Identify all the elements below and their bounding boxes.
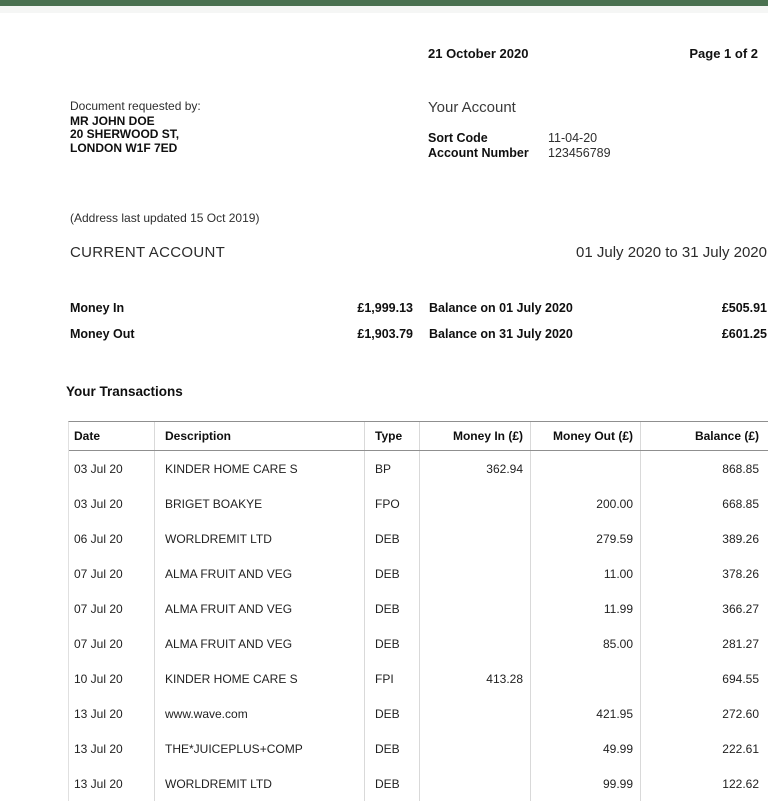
table-cell <box>419 556 530 591</box>
table-cell: 03 Jul 20 <box>74 496 123 511</box>
sort-code-label: Sort Code <box>428 131 488 145</box>
header-cell: Type <box>364 422 419 450</box>
table-cell: 85.00 <box>530 626 640 661</box>
money-out-label: Money Out <box>70 327 135 341</box>
recipient-name: MR JOHN DOE <box>70 113 155 128</box>
table-cell <box>419 626 530 661</box>
transactions-title: Your Transactions <box>66 384 183 399</box>
table-cell: DEB <box>364 521 419 556</box>
account-number-label: Account Number <box>428 145 529 160</box>
table-cell: 11.99 <box>530 591 640 626</box>
table-cell: KINDER HOME CARE S <box>154 661 364 696</box>
table-row <box>69 626 768 661</box>
table-cell: 13 Jul 20 <box>74 741 123 756</box>
requested-by-label: Document requested by: <box>70 99 201 113</box>
table-cell <box>419 696 530 731</box>
table-cell: FPI <box>364 661 419 696</box>
transactions-table <box>68 421 768 801</box>
table-cell: 200.00 <box>530 486 640 521</box>
table-row <box>69 731 768 766</box>
table-cell: 122.62 <box>640 766 768 801</box>
table-row <box>69 521 768 556</box>
table-cell: 366.27 <box>640 591 768 626</box>
table-cell: DEB <box>364 696 419 731</box>
sort-code-value: 11-04-20 <box>548 131 598 145</box>
table-row <box>69 591 768 626</box>
table-row <box>69 661 768 696</box>
table-cell: 694.55 <box>640 661 768 696</box>
table-cell: 10 Jul 20 <box>74 671 123 686</box>
table-row <box>69 766 768 801</box>
recipient-address-line1: 20 SHERWOOD ST, <box>70 127 180 141</box>
money-out-value: £1,903.79 <box>357 327 413 341</box>
table-cell: 07 Jul 20 <box>74 636 123 651</box>
table-cell <box>530 451 640 486</box>
table-cell: 421.95 <box>530 696 640 731</box>
table-cell: 413.28 <box>419 661 530 696</box>
table-cell: 868.85 <box>640 451 768 486</box>
table-cell: FPO <box>364 486 419 521</box>
balance-end-value: £601.25 <box>721 327 767 341</box>
table-cell: ALMA FRUIT AND VEG <box>154 556 364 591</box>
table-cell: KINDER HOME CARE S <box>154 451 364 486</box>
table-cell: 668.85 <box>640 486 768 521</box>
table-cell: 06 Jul 20 <box>74 531 123 546</box>
table-row <box>69 696 768 731</box>
account-details <box>428 131 611 160</box>
top-band <box>0 6 768 13</box>
sort-code-row <box>428 131 611 146</box>
table-row <box>69 556 768 591</box>
account-type-title: CURRENT ACCOUNT <box>70 244 226 261</box>
table-cell: 389.26 <box>640 521 768 556</box>
table-cell <box>419 521 530 556</box>
money-in-value: £1,999.13 <box>357 301 413 315</box>
account-number-value: 123456789 <box>548 145 611 160</box>
table-row <box>69 486 768 521</box>
table-cell <box>419 766 530 801</box>
account-number-row <box>428 146 611 161</box>
table-cell: 99.99 <box>530 766 640 801</box>
table-cell: BP <box>364 451 419 486</box>
table-cell: 272.60 <box>640 696 768 731</box>
table-cell <box>419 591 530 626</box>
table-cell: 07 Jul 20 <box>74 566 123 581</box>
table-cell: WORLDREMIT LTD <box>154 521 364 556</box>
table-cell: 49.99 <box>530 731 640 766</box>
table-cell: ALMA FRUIT AND VEG <box>154 591 364 626</box>
table-cell: DEB <box>364 731 419 766</box>
table-cell: DEB <box>364 626 419 661</box>
table-cell <box>530 661 640 696</box>
table-cell: 279.59 <box>530 521 640 556</box>
table-cell: 13 Jul 20 <box>74 706 123 721</box>
header-cell: Balance (£) <box>640 422 768 450</box>
balance-end-label: Balance on 31 July 2020 <box>429 327 573 341</box>
table-cell <box>419 731 530 766</box>
table-cell: WORLDREMIT LTD <box>154 766 364 801</box>
table-cell: www.wave.com <box>154 696 364 731</box>
address-updated-note: (Address last updated 15 Oct 2019) <box>70 211 260 225</box>
your-account-title: Your Account <box>428 99 516 116</box>
table-cell: ALMA FRUIT AND VEG <box>154 626 364 661</box>
money-in-label: Money In <box>70 301 125 315</box>
statement-date: 21 October 2020 <box>428 46 529 61</box>
recipient-address-line2: LONDON W1F 7ED <box>70 140 178 155</box>
requested-by-block <box>70 100 201 155</box>
table-cell: 11.00 <box>530 556 640 591</box>
table-cell: DEB <box>364 766 419 801</box>
table-cell: 281.27 <box>640 626 768 661</box>
table-row <box>69 451 768 486</box>
table-cell: 362.94 <box>419 451 530 486</box>
table-cell: THE*JUICEPLUS+COMP <box>154 731 364 766</box>
table-cell: 378.26 <box>640 556 768 591</box>
balance-start-value: £505.91 <box>721 301 767 315</box>
table-cell: DEB <box>364 591 419 626</box>
table-cell: 03 Jul 20 <box>74 461 123 476</box>
table-cell: BRIGET BOAKYE <box>154 486 364 521</box>
header-cell: Description <box>154 422 364 450</box>
statement-period: 01 July 2020 to 31 July 2020 <box>576 244 767 261</box>
table-cell: 13 Jul 20 <box>74 776 123 791</box>
table-cell <box>419 486 530 521</box>
header-cell: Money Out (£) <box>530 422 640 450</box>
header-cell: Money In (£) <box>419 422 530 450</box>
table-cell: 07 Jul 20 <box>74 601 123 616</box>
header-cell: Date <box>74 429 101 443</box>
table-cell: DEB <box>364 556 419 591</box>
transactions-table-header <box>69 422 768 451</box>
table-cell: 222.61 <box>640 731 768 766</box>
balance-start-label: Balance on 01 July 2020 <box>429 301 573 315</box>
page-indicator: Page 1 of 2 <box>689 46 758 61</box>
